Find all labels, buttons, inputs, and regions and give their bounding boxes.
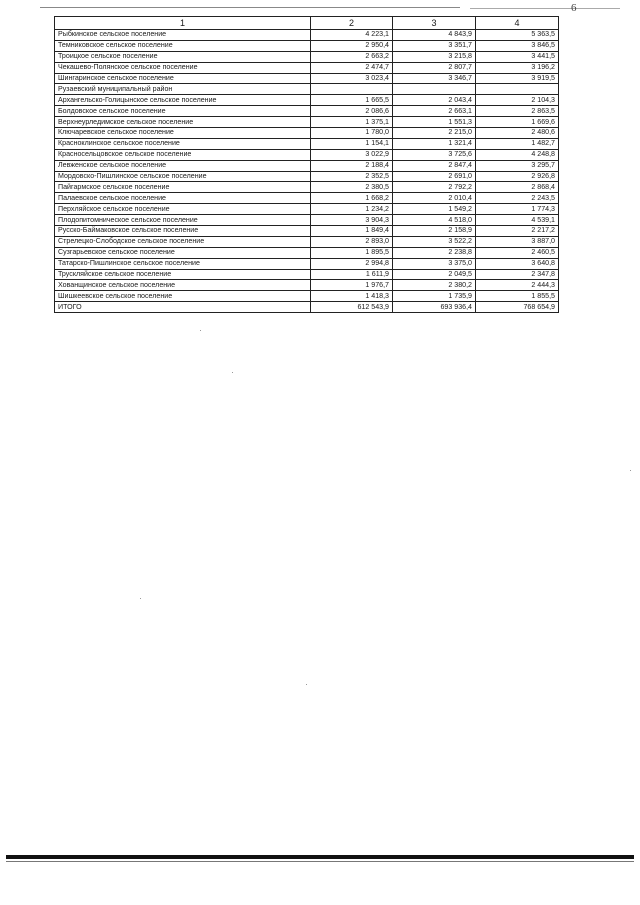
value-col3-cell: 4 518,0 xyxy=(393,215,476,226)
value-col3-cell: 2 380,2 xyxy=(393,280,476,291)
settlement-name-cell: Верхнеурледимское сельское поселение xyxy=(55,117,311,128)
value-col4-cell: 1 669,6 xyxy=(476,117,559,128)
value-col2-cell xyxy=(311,84,393,95)
settlement-name-cell: Перхляйское сельское поселение xyxy=(55,204,311,215)
table-row xyxy=(55,117,559,128)
value-col3-cell: 3 522,2 xyxy=(393,236,476,247)
value-col4-cell: 1 482,7 xyxy=(476,138,559,149)
value-col2-cell: 2 663,2 xyxy=(311,51,393,62)
value-col4-cell: 2 863,5 xyxy=(476,106,559,117)
value-col2-cell: 612 543,9 xyxy=(311,302,393,313)
value-col2-cell: 3 022,9 xyxy=(311,149,393,160)
page-number: 6 xyxy=(571,2,577,14)
scan-speck xyxy=(232,372,233,373)
scan-speck xyxy=(200,330,201,331)
table-row xyxy=(55,138,559,149)
settlement-name-cell: Мордовско-Пишлинское сельское поселение xyxy=(55,171,311,182)
value-col3-cell: 3 725,6 xyxy=(393,149,476,160)
table-row xyxy=(55,236,559,247)
value-col2-cell: 1 668,2 xyxy=(311,193,393,204)
value-col2-cell: 1 895,5 xyxy=(311,247,393,258)
value-col2-cell: 2 352,5 xyxy=(311,171,393,182)
table-row xyxy=(55,204,559,215)
bottom-scan-edge-thin xyxy=(6,861,634,862)
value-col4-cell: 3 441,5 xyxy=(476,51,559,62)
table-row xyxy=(55,291,559,302)
scan-speck xyxy=(140,598,141,599)
value-col2-cell: 1 611,9 xyxy=(311,269,393,280)
value-col3-cell: 2 158,9 xyxy=(393,226,476,237)
total-row xyxy=(55,302,559,313)
settlement-name-cell: Болдовское сельское поселение xyxy=(55,106,311,117)
value-col2-cell: 1 418,3 xyxy=(311,291,393,302)
column-header-4: 4 xyxy=(476,17,559,30)
value-col3-cell: 2 792,2 xyxy=(393,182,476,193)
value-col3-cell: 1 551,3 xyxy=(393,117,476,128)
value-col3-cell: 3 346,7 xyxy=(393,73,476,84)
table-row xyxy=(55,226,559,237)
settlement-name-cell: Красноклинское сельское поселение xyxy=(55,138,311,149)
value-col3-cell: 3 215,8 xyxy=(393,51,476,62)
table-header-row xyxy=(55,17,559,30)
top-scan-line-right xyxy=(470,8,620,9)
value-col4-cell: 768 654,9 xyxy=(476,302,559,313)
value-col4-cell: 2 104,3 xyxy=(476,95,559,106)
value-col3-cell: 4 843,9 xyxy=(393,30,476,41)
value-col3-cell: 2 691,0 xyxy=(393,171,476,182)
value-col4-cell xyxy=(476,84,559,95)
value-col2-cell: 2 950,4 xyxy=(311,40,393,51)
value-col2-cell: 2 086,6 xyxy=(311,106,393,117)
table-row xyxy=(55,149,559,160)
settlement-name-cell: Чекашево-Полянское сельское поселение xyxy=(55,62,311,73)
value-col3-cell: 3 351,7 xyxy=(393,40,476,51)
table-row xyxy=(55,95,559,106)
settlement-name-cell: Трускляйское сельское поселение xyxy=(55,269,311,280)
table-row xyxy=(55,269,559,280)
settlement-name-cell: Шишкеевское сельское поселение xyxy=(55,291,311,302)
top-scan-line xyxy=(40,7,460,8)
value-col2-cell: 1 665,5 xyxy=(311,95,393,106)
value-col3-cell: 2 663,1 xyxy=(393,106,476,117)
value-col2-cell: 1 375,1 xyxy=(311,117,393,128)
settlement-name-cell: Левженское сельское поселение xyxy=(55,160,311,171)
value-col3-cell: 2 238,8 xyxy=(393,247,476,258)
value-col4-cell: 4 539,1 xyxy=(476,215,559,226)
value-col4-cell: 4 248,8 xyxy=(476,149,559,160)
value-col3-cell: 2 215,0 xyxy=(393,128,476,139)
value-col4-cell: 2 444,3 xyxy=(476,280,559,291)
value-col3-cell: 2 043,4 xyxy=(393,95,476,106)
table-row xyxy=(55,40,559,51)
value-col3-cell: 2 010,4 xyxy=(393,193,476,204)
value-col4-cell: 2 217,2 xyxy=(476,226,559,237)
settlement-name-cell: Плодопитомническое сельское поселение xyxy=(55,215,311,226)
table-row xyxy=(55,247,559,258)
value-col3-cell: 693 936,4 xyxy=(393,302,476,313)
settlement-name-cell: Архангельско-Голицынское сельское поселение xyxy=(55,95,311,106)
table-row xyxy=(55,215,559,226)
settlement-name-cell: Русско-Баймаковское сельское поселение xyxy=(55,226,311,237)
value-col4-cell: 2 243,5 xyxy=(476,193,559,204)
value-col3-cell: 2 049,5 xyxy=(393,269,476,280)
value-col4-cell: 3 919,5 xyxy=(476,73,559,84)
table-body xyxy=(55,30,559,313)
settlement-name-cell: Ключаревское сельское поселение xyxy=(55,128,311,139)
value-col4-cell: 1 855,5 xyxy=(476,291,559,302)
value-col2-cell: 2 893,0 xyxy=(311,236,393,247)
settlement-name-cell: Стрелецко-Слободское сельское поселение xyxy=(55,236,311,247)
value-col2-cell: 1 849,4 xyxy=(311,226,393,237)
value-col4-cell: 3 295,7 xyxy=(476,160,559,171)
value-col3-cell xyxy=(393,84,476,95)
scan-speck xyxy=(306,684,307,685)
table-row xyxy=(55,106,559,117)
value-col4-cell: 1 774,3 xyxy=(476,204,559,215)
value-col3-cell: 1 321,4 xyxy=(393,138,476,149)
value-col4-cell: 5 363,5 xyxy=(476,30,559,41)
settlement-name-cell: Рузаевский муниципальный район xyxy=(55,84,311,95)
value-col2-cell: 1 976,7 xyxy=(311,280,393,291)
bottom-scan-edge xyxy=(6,855,634,859)
value-col2-cell: 3 904,3 xyxy=(311,215,393,226)
table-row xyxy=(55,258,559,269)
table-row xyxy=(55,128,559,139)
settlement-name-cell: Хованщинское сельское поселение xyxy=(55,280,311,291)
value-col3-cell: 3 375,0 xyxy=(393,258,476,269)
table-row xyxy=(55,73,559,84)
table-row xyxy=(55,171,559,182)
table-row xyxy=(55,160,559,171)
value-col3-cell: 1 549,2 xyxy=(393,204,476,215)
value-col4-cell: 3 846,5 xyxy=(476,40,559,51)
budget-table xyxy=(54,16,559,313)
value-col4-cell: 2 480,6 xyxy=(476,128,559,139)
value-col2-cell: 2 380,5 xyxy=(311,182,393,193)
value-col2-cell: 2 994,8 xyxy=(311,258,393,269)
value-col4-cell: 3 887,0 xyxy=(476,236,559,247)
settlement-name-cell: Сузгарьевское сельское поселение xyxy=(55,247,311,258)
column-header-2: 2 xyxy=(311,17,393,30)
settlement-name-cell: ИТОГО xyxy=(55,302,311,313)
table-row xyxy=(55,193,559,204)
scan-speck xyxy=(630,470,631,471)
value-col3-cell: 1 735,9 xyxy=(393,291,476,302)
settlement-name-cell: Пайгармское сельское поселение xyxy=(55,182,311,193)
section-row xyxy=(55,84,559,95)
settlement-name-cell: Темниковское сельское поселение xyxy=(55,40,311,51)
settlement-name-cell: Красносельцовское сельское поселение xyxy=(55,149,311,160)
table-row xyxy=(55,62,559,73)
value-col4-cell: 2 460,5 xyxy=(476,247,559,258)
value-col2-cell: 1 234,2 xyxy=(311,204,393,215)
settlement-name-cell: Троицкое сельское поселение xyxy=(55,51,311,62)
value-col2-cell: 3 023,4 xyxy=(311,73,393,84)
column-header-1: 1 xyxy=(55,17,311,30)
value-col2-cell: 2 474,7 xyxy=(311,62,393,73)
value-col3-cell: 2 847,4 xyxy=(393,160,476,171)
value-col2-cell: 1 154,1 xyxy=(311,138,393,149)
settlement-name-cell: Шингаринское сельское поселение xyxy=(55,73,311,84)
value-col4-cell: 2 868,4 xyxy=(476,182,559,193)
settlement-name-cell: Рыбкинское сельское поселение xyxy=(55,30,311,41)
column-header-3: 3 xyxy=(393,17,476,30)
value-col2-cell: 2 188,4 xyxy=(311,160,393,171)
value-col4-cell: 2 347,8 xyxy=(476,269,559,280)
table-row xyxy=(55,280,559,291)
value-col3-cell: 2 807,7 xyxy=(393,62,476,73)
value-col4-cell: 3 640,8 xyxy=(476,258,559,269)
value-col2-cell: 1 780,0 xyxy=(311,128,393,139)
settlement-name-cell: Палаевское сельское поселение xyxy=(55,193,311,204)
table-row xyxy=(55,30,559,41)
value-col4-cell: 2 926,8 xyxy=(476,171,559,182)
table-row xyxy=(55,51,559,62)
settlement-name-cell: Татарско-Пишлинское сельское поселение xyxy=(55,258,311,269)
value-col4-cell: 3 196,2 xyxy=(476,62,559,73)
table-row xyxy=(55,182,559,193)
value-col2-cell: 4 223,1 xyxy=(311,30,393,41)
